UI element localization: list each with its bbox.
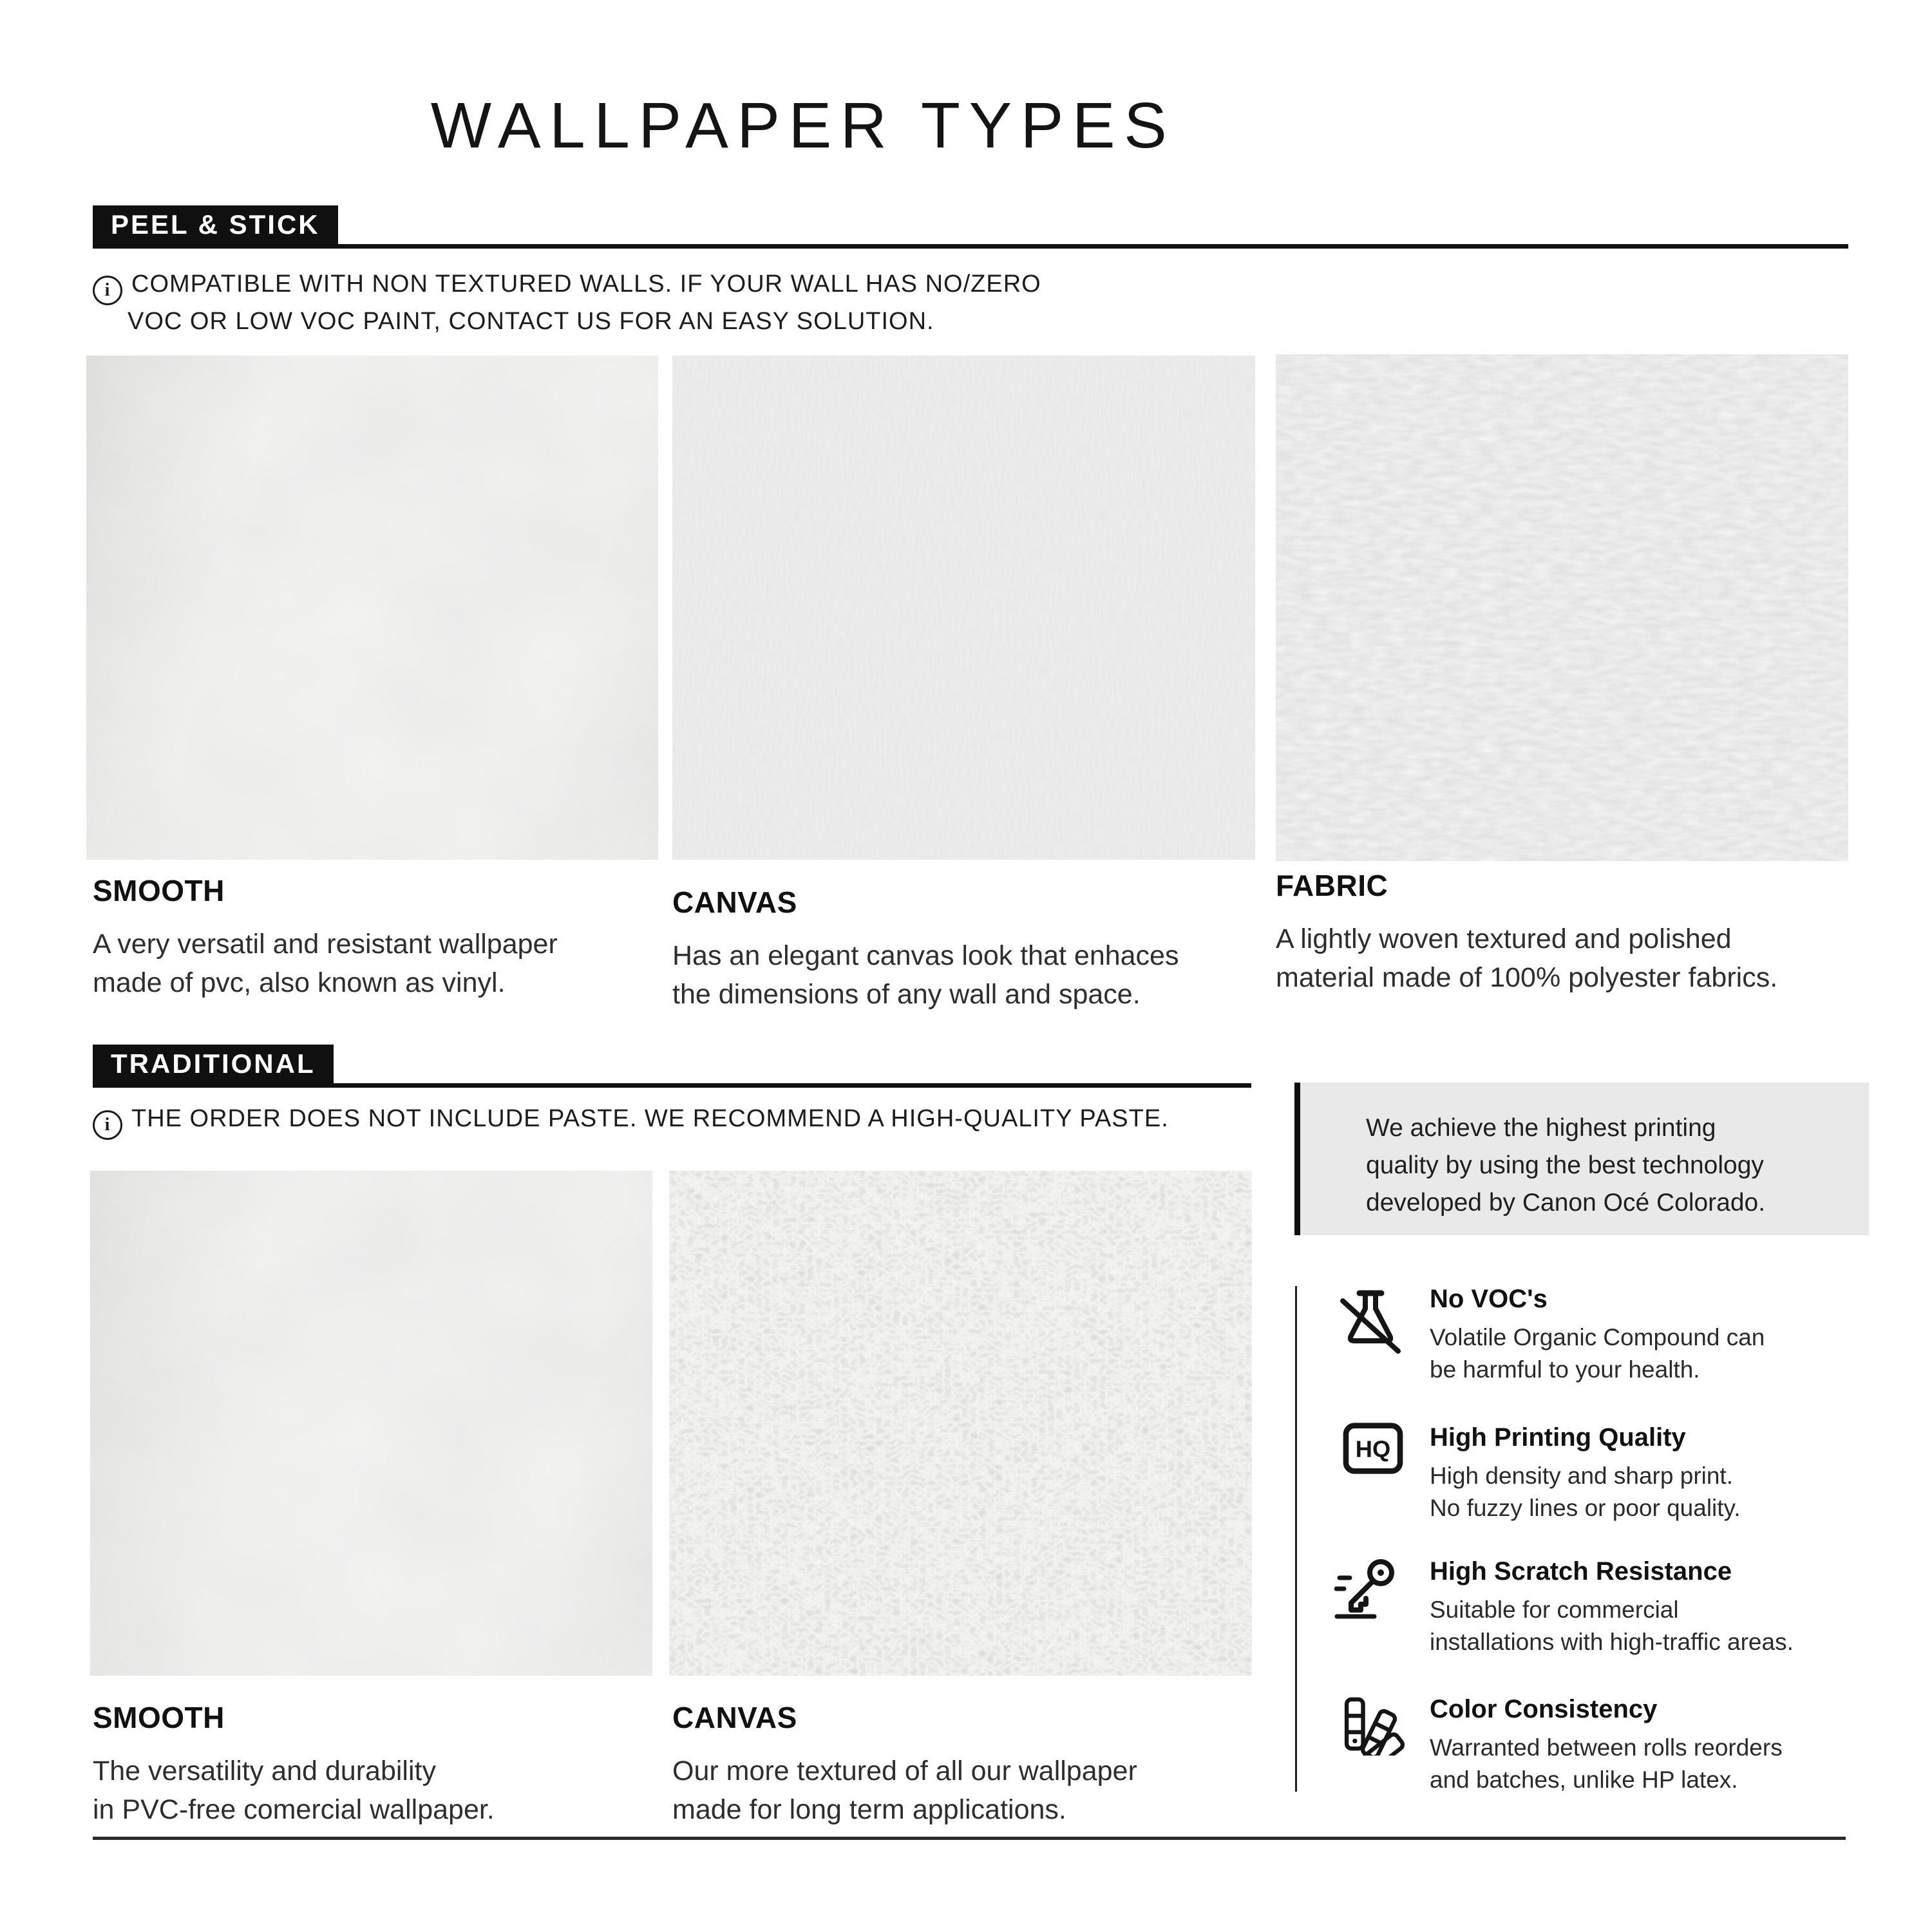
peel-stick-note-line2: VOC OR LOW VOC PAINT, CONTACT US FOR AN EASY SOLUTION. [128,308,934,335]
bottom-divider-line [93,1837,1846,1840]
caption-traditional-canvas [672,1700,1137,1829]
caption-desc-line: A lightly woven textured and polished [1276,923,1732,954]
caption-desc-line: in PVC-free comercial wallpaper. [93,1794,495,1825]
section-rule-traditional [93,1083,1251,1088]
caption-peel-smooth [93,873,558,1002]
page-title: WALLPAPER TYPES [430,90,1176,162]
swatch-sample-peel-canvas [672,355,1255,860]
feature-title: High Scratch Resistance [1430,1557,1732,1586]
feature-title: Color Consistency [1430,1695,1658,1723]
caption-desc-line: material made of 100% polyester fabrics. [1276,962,1778,993]
feature-high-scratch-resistance [1430,1557,1794,1658]
feature-title: High Printing Quality [1430,1423,1686,1452]
caption-desc-line: made of pvc, also known as vinyl. [93,967,506,998]
swatch-sample-traditional-smooth [90,1171,652,1676]
caption-title: SMOOTH [93,1701,225,1734]
section-label-traditional: TRADITIONAL [93,1045,334,1083]
caption-desc-line: the dimensions of any wall and space. [672,979,1141,1010]
feature-desc-line: be harmful to your health. [1430,1356,1700,1383]
hq-badge-icon [1342,1421,1404,1476]
no-voc-flask-icon [1338,1287,1403,1354]
printing-quality-callout [1300,1083,1869,1235]
features-divider-line [1295,1286,1297,1792]
callout-line: quality by using the best technology [1366,1151,1764,1179]
caption-title: CANVAS [672,1701,797,1734]
feature-desc-line: installations with high-traffic areas. [1430,1629,1794,1655]
feature-desc-line: Suitable for commercial [1430,1596,1679,1623]
caption-desc-line: made for long term applications. [672,1794,1066,1825]
caption-title: SMOOTH [93,874,225,907]
caption-desc-line: A very versatil and resistant wallpaper [93,929,558,960]
caption-peel-fabric [1276,868,1777,997]
feature-desc-line: and batches, unlike HP latex. [1430,1766,1738,1793]
feature-desc-line: Volatile Organic Compound can [1430,1324,1765,1350]
caption-peel-canvas [672,885,1179,1014]
feature-desc-line: No fuzzy lines or poor quality. [1430,1495,1741,1521]
callout-accent-bar [1294,1083,1300,1235]
swatch-sample-peel-smooth [86,355,658,860]
callout-line: developed by Canon Océ Colorado. [1366,1189,1766,1217]
peel-stick-note-line1: i COMPATIBLE WITH NON TEXTURED WALLS. IF YOUR WALL HAS NO/ZERO [93,270,1041,305]
info-icon: i [93,276,122,305]
callout-line: We achieve the highest printing [1366,1114,1716,1142]
caption-desc-line: Has an elegant canvas look that enhaces [672,940,1179,971]
caption-title: CANVAS [672,886,797,919]
color-swatchbook-icon [1341,1692,1405,1756]
key-icon [1334,1555,1401,1619]
section-rule-peel-stick [93,244,1848,249]
caption-desc-line: The versatility and durability [93,1756,436,1786]
info-icon: i [93,1110,122,1140]
feature-desc-line: Warranted between rolls reorders [1430,1734,1783,1761]
feature-color-consistency [1430,1695,1783,1796]
caption-traditional-smooth [93,1700,495,1829]
feature-title: No VOC's [1430,1285,1548,1313]
caption-title: FABRIC [1276,869,1388,902]
svg-text:HQ: HQ [1355,1435,1391,1463]
section-label-peel-stick: PEEL & STICK [93,205,338,244]
feature-no-voc [1430,1285,1765,1386]
swatch-sample-peel-fabric [1276,354,1848,861]
feature-high-printing-quality [1430,1423,1741,1524]
feature-desc-line: High density and sharp print. [1430,1463,1733,1489]
traditional-note: i THE ORDER DOES NOT INCLUDE PASTE. WE RECOMMEND A HIGH-QUALITY PASTE. [93,1105,1169,1140]
caption-desc-line: Our more textured of all our wallpaper [672,1756,1137,1786]
swatch-sample-traditional-canvas [669,1171,1252,1676]
